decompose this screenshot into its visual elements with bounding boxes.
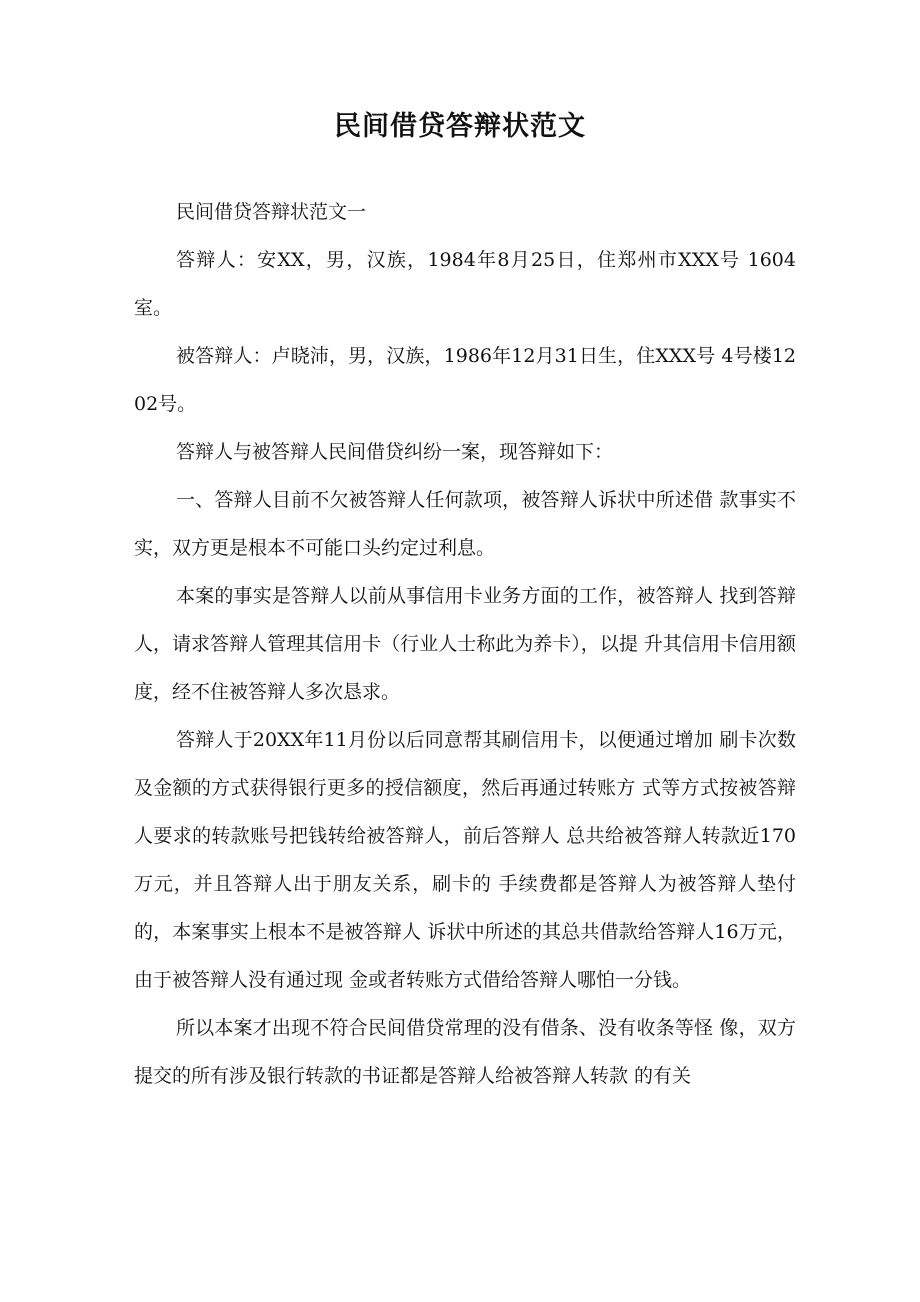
paragraph-transfers: 答辩人于20XX年11月份以后同意帮其刷信用卡，以便通过增加 刷卡次数及金额的方式获得银行更多的授信额度，然后再通过转账方 式等方式按被答辩人要求的转款账号把钱转给被答辩人，前后答辩人 总共给被答辩人转款近170万元，并且答辩人出于朋友关系，刷卡的 手续费都是答辩人为被答辩人垫付的，本案事实上根本不是被答辩人 诉状中所述的其总共借款给答辩人16万元，由于被答辩人没有通过现 金或者转账方式借给答辩人哪怕一分钱。	[134, 729, 796, 991]
paragraph-subtitle: 民间借贷答辩状范文一	[176, 201, 367, 223]
paragraph-point-one: 一、答辩人目前不欠被答辩人任何款项，被答辩人诉状中所述借 款事实不实，双方更是根本不可能口头约定过利息。	[134, 489, 796, 559]
paragraph-intro: 答辩人与被答辩人民间借贷纠纷一案，现答辩如下：	[176, 441, 614, 463]
document-body	[134, 188, 796, 1100]
paragraph-facts: 本案的事实是答辩人以前从事信用卡业务方面的工作，被答辩人 找到答辩人，请求答辩人管理其信用卡（行业人士称此为养卡），以提 升其信用卡信用额度，经不住被答辩人多次恳求。	[134, 585, 796, 703]
paragraph-plaintiff: 被答辩人：卢晓沛，男，汉族，1986年12月31日生，住XXX号 4号楼1202号。	[134, 345, 796, 415]
paragraph-respondent: 答辩人：安XX，男，汉族，1984年8月25日，住郑州市XXX号 1604 室。	[134, 249, 796, 319]
document-title: 民间借贷答辩状范文	[334, 111, 586, 142]
paragraph-conclusion: 所以本案才出现不符合民间借贷常理的没有借条、没有收条等怪 像，双方提交的所有涉及银行转款的书证都是答辩人给被答辩人转款 的有关	[134, 1017, 796, 1087]
